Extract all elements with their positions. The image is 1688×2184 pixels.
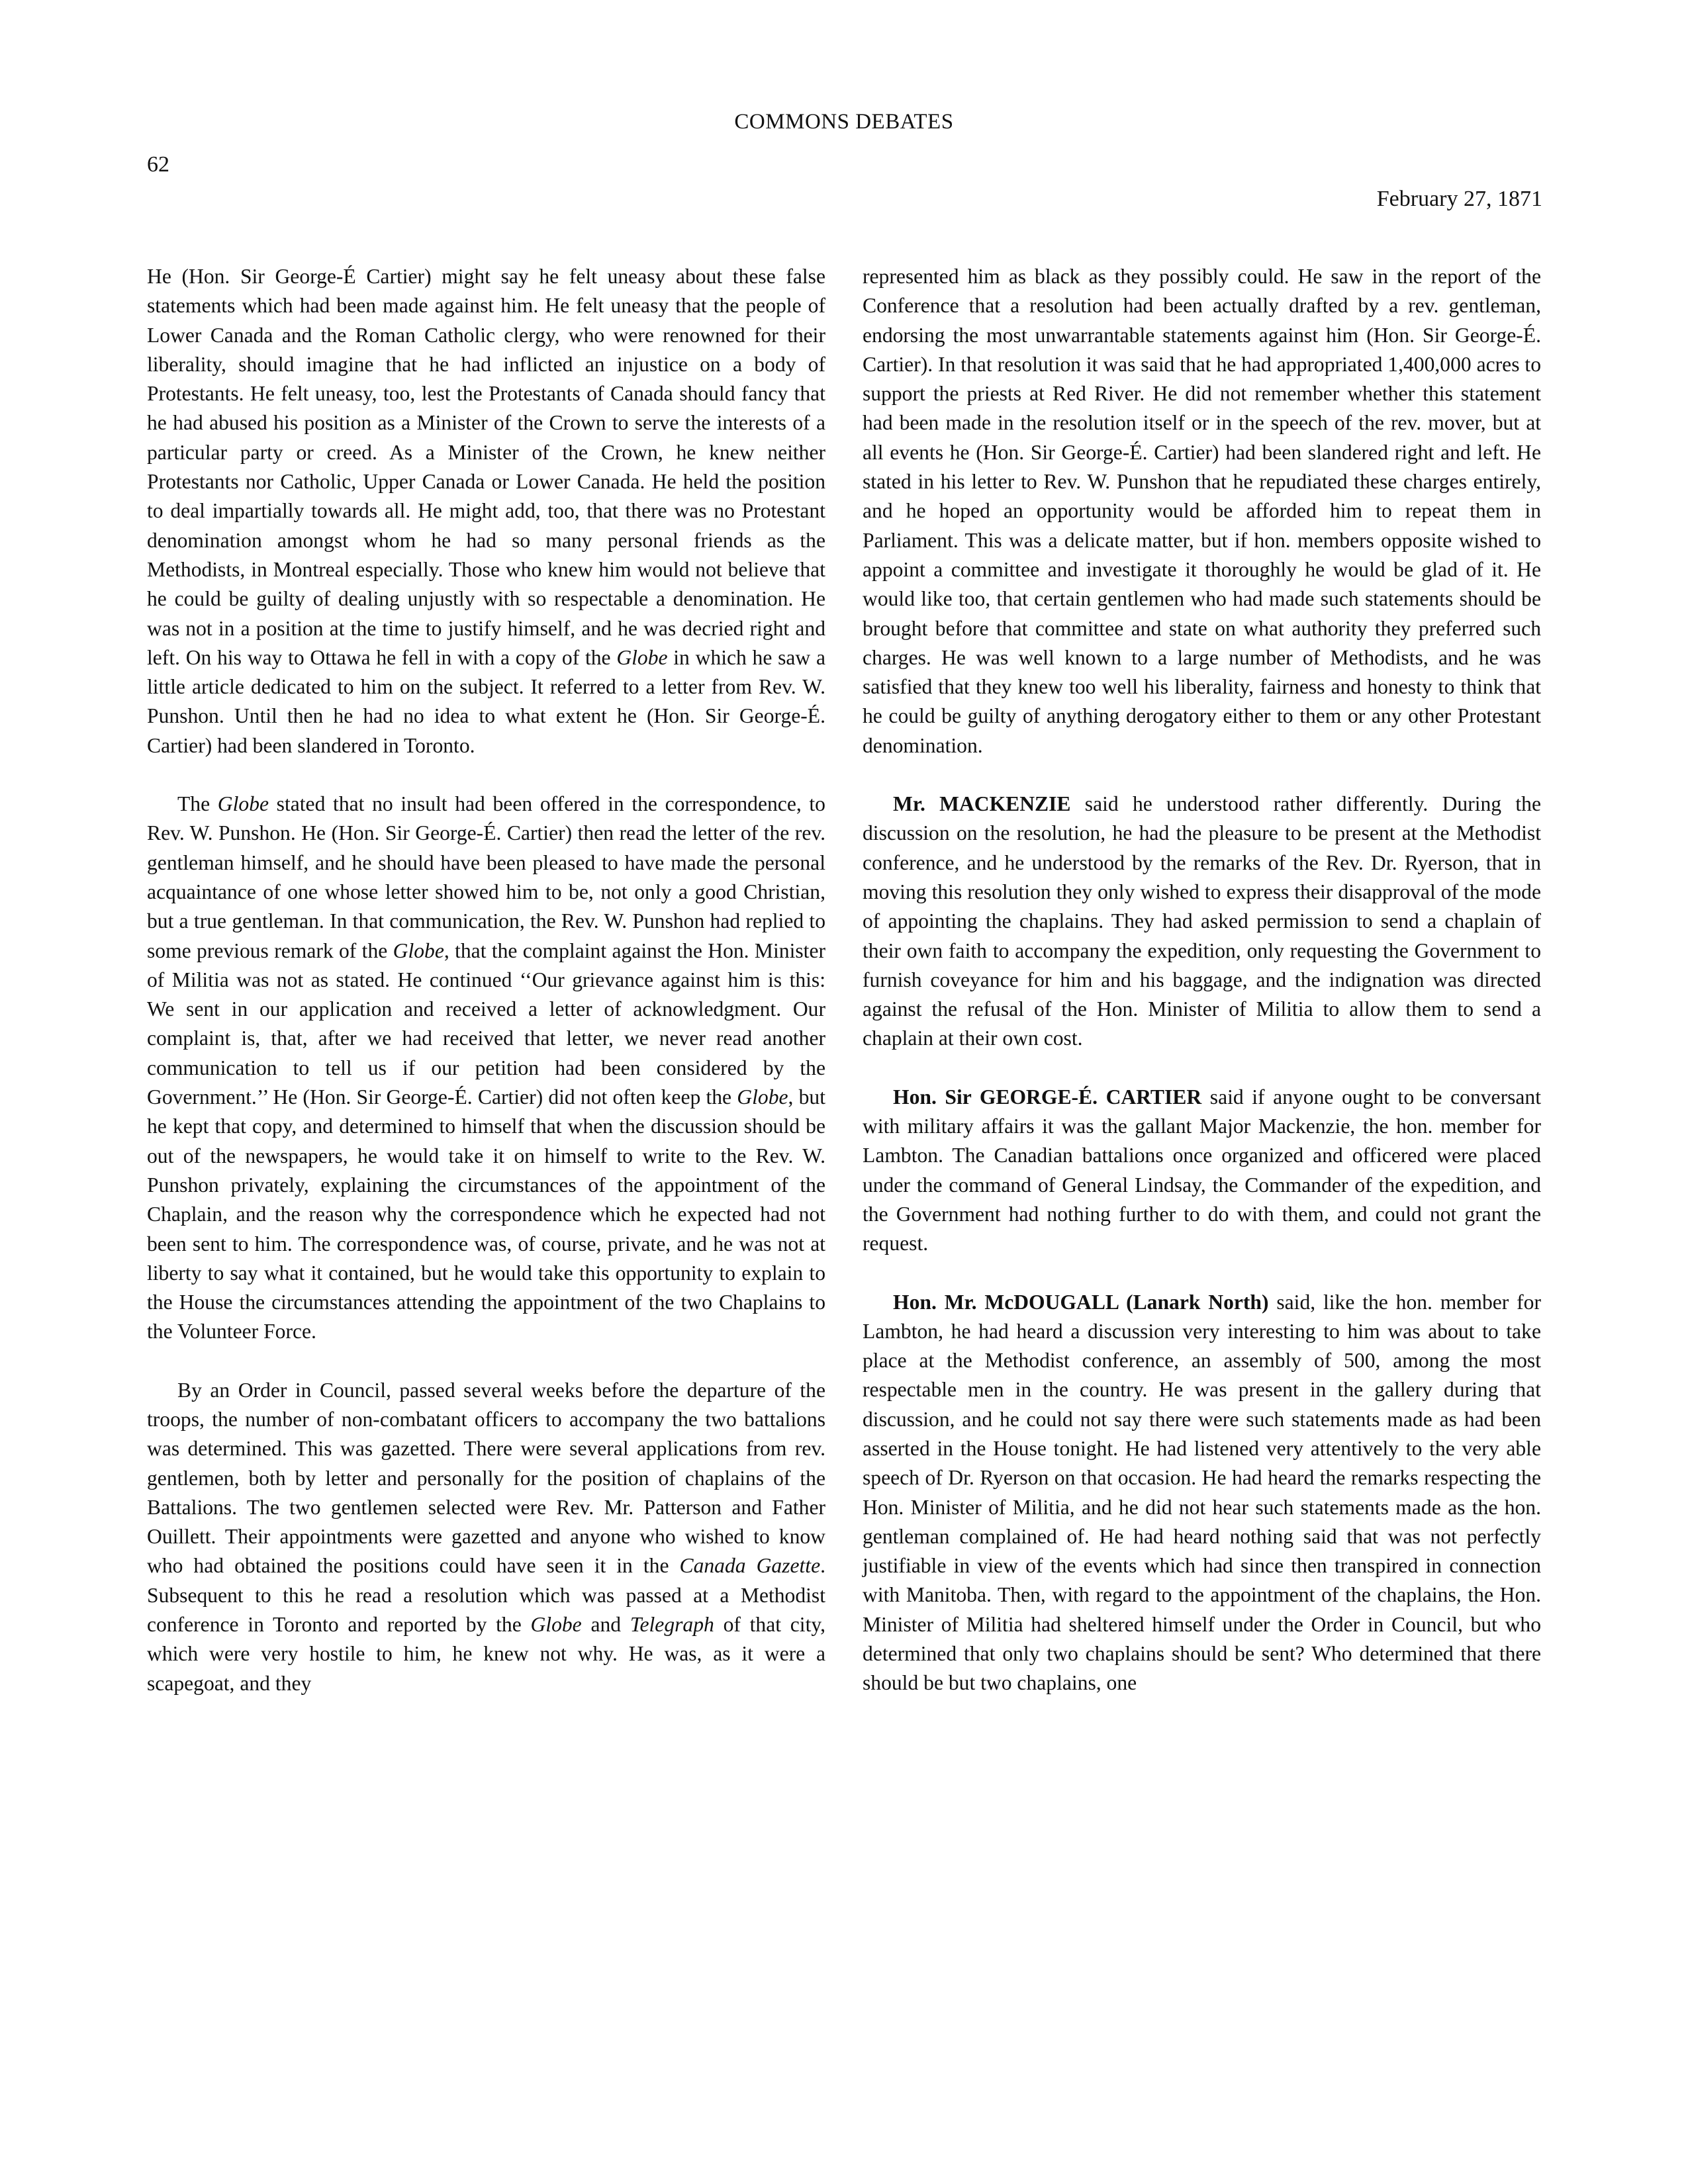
page-number: 62 — [147, 152, 169, 177]
newspaper-title: Globe — [737, 1085, 788, 1109]
speaker-name: Hon. Sir GEORGE-É. CARTIER — [893, 1085, 1202, 1109]
right-column — [863, 262, 1541, 1727]
paragraph: represented him as black as they possibly could. He saw in the report of the Conference that a resolution had been actually drafted by a rev. gentleman, endorsing the most unwarrantable statements against him (Hon. Sir George-É. Cartier). In that resolution it was said that he had appropriated 1,400,000 acres to support the priests at Red River. He did not remember whether this statement had been made in the resolution itself or in the speech of the rev. mover, but at all events he (Hon. Sir George-É. Cartier) had been slandered right and left. He stated in his letter to Rev. W. Punshon that he repudiated these charges entirely, and he hoped an opportunity would be afforded him to repeat them in Parliament. This was a delicate matter, but if hon. members opposite wished to appoint a committee and investigate it thoroughly he would be glad of it. He would like too, that certain gentlemen who had made such statements should be brought before that committee and state on what authority they preferred such charges. He was well known to a large number of Methodists, and he was satisfied that they knew too well his liberality, fairness and honesty to think that he could be guilty of anything derogatory either to them or any other Protestant denomination. — [863, 265, 1541, 757]
speech-paragraph: Hon. Mr. McDOUGALL (Lanark North) said, like the hon. member for Lambton, he had heard a discussion very interesting to him was about to take place at the Methodist conference, an assembly of 500, among the most respectable men in the country. He was present in the gallery during that discussion, and he could not say there were such statements made as had been asserted in the House tonight. He had listened very attentively to the very able speech of Dr. Ryerson on that occasion. He had heard the remarks respecting the Hon. Minister of Militia, and he did not hear such statements made as the hon. gentleman complained of. He had heard nothing said that was not perfectly justifiable in view of the events which had since then transpired in connection with Manitoba. Then, with regard to the appointment of the chaplains, the Hon. Minister of Militia had sheltered himself under the Order in Council, but who determined that only two chaplains should be sent? Who determined that there should be but two chaplains, one — [863, 1290, 1542, 1695]
paragraph: By an Order in Council, passed several weeks before the departure of the troops, the number of non-combatant officers to accompany the two battalions was determined. This was gazetted. There were several applications from rev. gentlemen, both by letter and personally for the position of chaplains of the Battalions. The two gentlemen selected were Rev. Mr. Patterson and Father Ouillett. Their appointments were gazetted and anyone who wished to know who had obtained the positions could have seen it in the Canada Gazette. Subsequent to this he read a resolution which was passed at a Methodist conference in Toronto and reported by the Globe and Telegraph of that city, which were very hostile to him, he knew not why. He was, as it were a scapegoat, and they — [147, 1378, 825, 1695]
speaker-name: Mr. MACKENZIE — [893, 792, 1071, 816]
newspaper-title: Telegraph — [630, 1613, 714, 1637]
paragraph: The Globe stated that no insult had been offered in the correspondence, to Rev. W. Punshon. He (Hon. Sir George-É. Cartier) then read the letter of the rev. gentleman himself, and he should have been pleased to have made the personal acquaintance of one whose letter showed him to be, not only a good Christian, but a true gentleman. In that communication, the Rev. W. Punshon had replied to some previous remark of the Globe, that the complaint against the Hon. Minister of Militia was not as stated. He continued ‘‘Our grievance against him is this: We sent in our application and received a letter of acknowledgment. Our complaint is, that, after we had received that letter, we never read another communication to tell us if our petition had been considered by the Government.’’ He (Hon. Sir George-É. Cartier) did not often keep the Globe, but he kept that copy, and determined to himself that when the discussion should be out of the newspapers, he would take it on himself to write to the Rev. W. Punshon privately, explaining the circumstances of the appointment of the Chaplain, and the reason why the correspondence which he expected had not been sent to him. The correspondence was, of course, private, and he was not at liberty to say what it contained, but he would take this opportunity to explain to the House the circumstances attending the appointment of the two Chaplains to the Volunteer Force. — [147, 792, 825, 1343]
paragraph: He (Hon. Sir George-É Cartier) might say he felt uneasy about these false statements which had been made against him. He felt uneasy that the people of Lower Canada and the Roman Catholic clergy, who were renowned for their liberality, should imagine that he had inflicted an injustice on a body of Protestants. He felt uneasy, too, lest the Protestants of Canada should fancy that he had abused his position as a Minister of the Crown to serve the interests of a particular party or creed. As a Minister of the Crown, he knew neither Protestants nor Catholic, Upper Canada or Lower Canada. He held the position to deal impartially towards all. He might add, too, that there was no Protestant denomination amongst whom he had so many personal friends as the Methodists, in Montreal especially. Those who knew him would not believe that he could be guilty of dealing unjustly with so respectable a denomination. He was not in a position at the time to justify himself, and he was decried right and left. On his way to Ottawa he fell in with a copy of the Globe in which he saw a little article dedicated to him on the subject. It referred to a letter from Rev. W. Punshon. Until then he had no idea to what extent he (Hon. Sir George-É. Cartier) had been slandered in Toronto. — [147, 265, 825, 757]
newspaper-title: Globe — [393, 938, 444, 962]
newspaper-title: Globe — [530, 1613, 582, 1637]
running-head: COMMONS DEBATES — [734, 110, 954, 134]
newspaper-title: Canada Gazette — [679, 1554, 821, 1578]
speaker-name: Hon. Mr. McDOUGALL (Lanark North) — [893, 1290, 1269, 1314]
newspaper-title: Globe — [616, 645, 668, 669]
speech-paragraph: Mr. MACKENZIE said he understood rather differently. During the discussion on the resolution, he had the pleasure to be present at the Methodist conference, and he understood by the remarks of the Rev. Dr. Ryerson, that in moving this resolution they only wished to express their disapproval of the mode of appointing the chaplains. They had asked permission to send a chaplain of their own faith to accompany the expedition, only requesting the Government to furnish coveyance for him and his baggage, and the indignation was directed against the refusal of the Hon. Minister of Militia to allow them to send a chaplain at their own cost. — [863, 792, 1541, 1050]
left-column — [147, 262, 825, 1727]
speech-paragraph: Hon. Sir GEORGE-É. CARTIER said if anyone ought to be conversant with military affairs it was the gallant Major Mackenzie, the hon. member for Lambton. The Canadian battalions once organized and officered were placed under the command of General Lindsay, the Commander of the expedition, and the Government had nothing further to do with them, and could not grant the request. — [863, 1085, 1541, 1255]
newspaper-title: Globe — [217, 792, 269, 816]
page-date: February 27, 1871 — [1376, 187, 1542, 211]
